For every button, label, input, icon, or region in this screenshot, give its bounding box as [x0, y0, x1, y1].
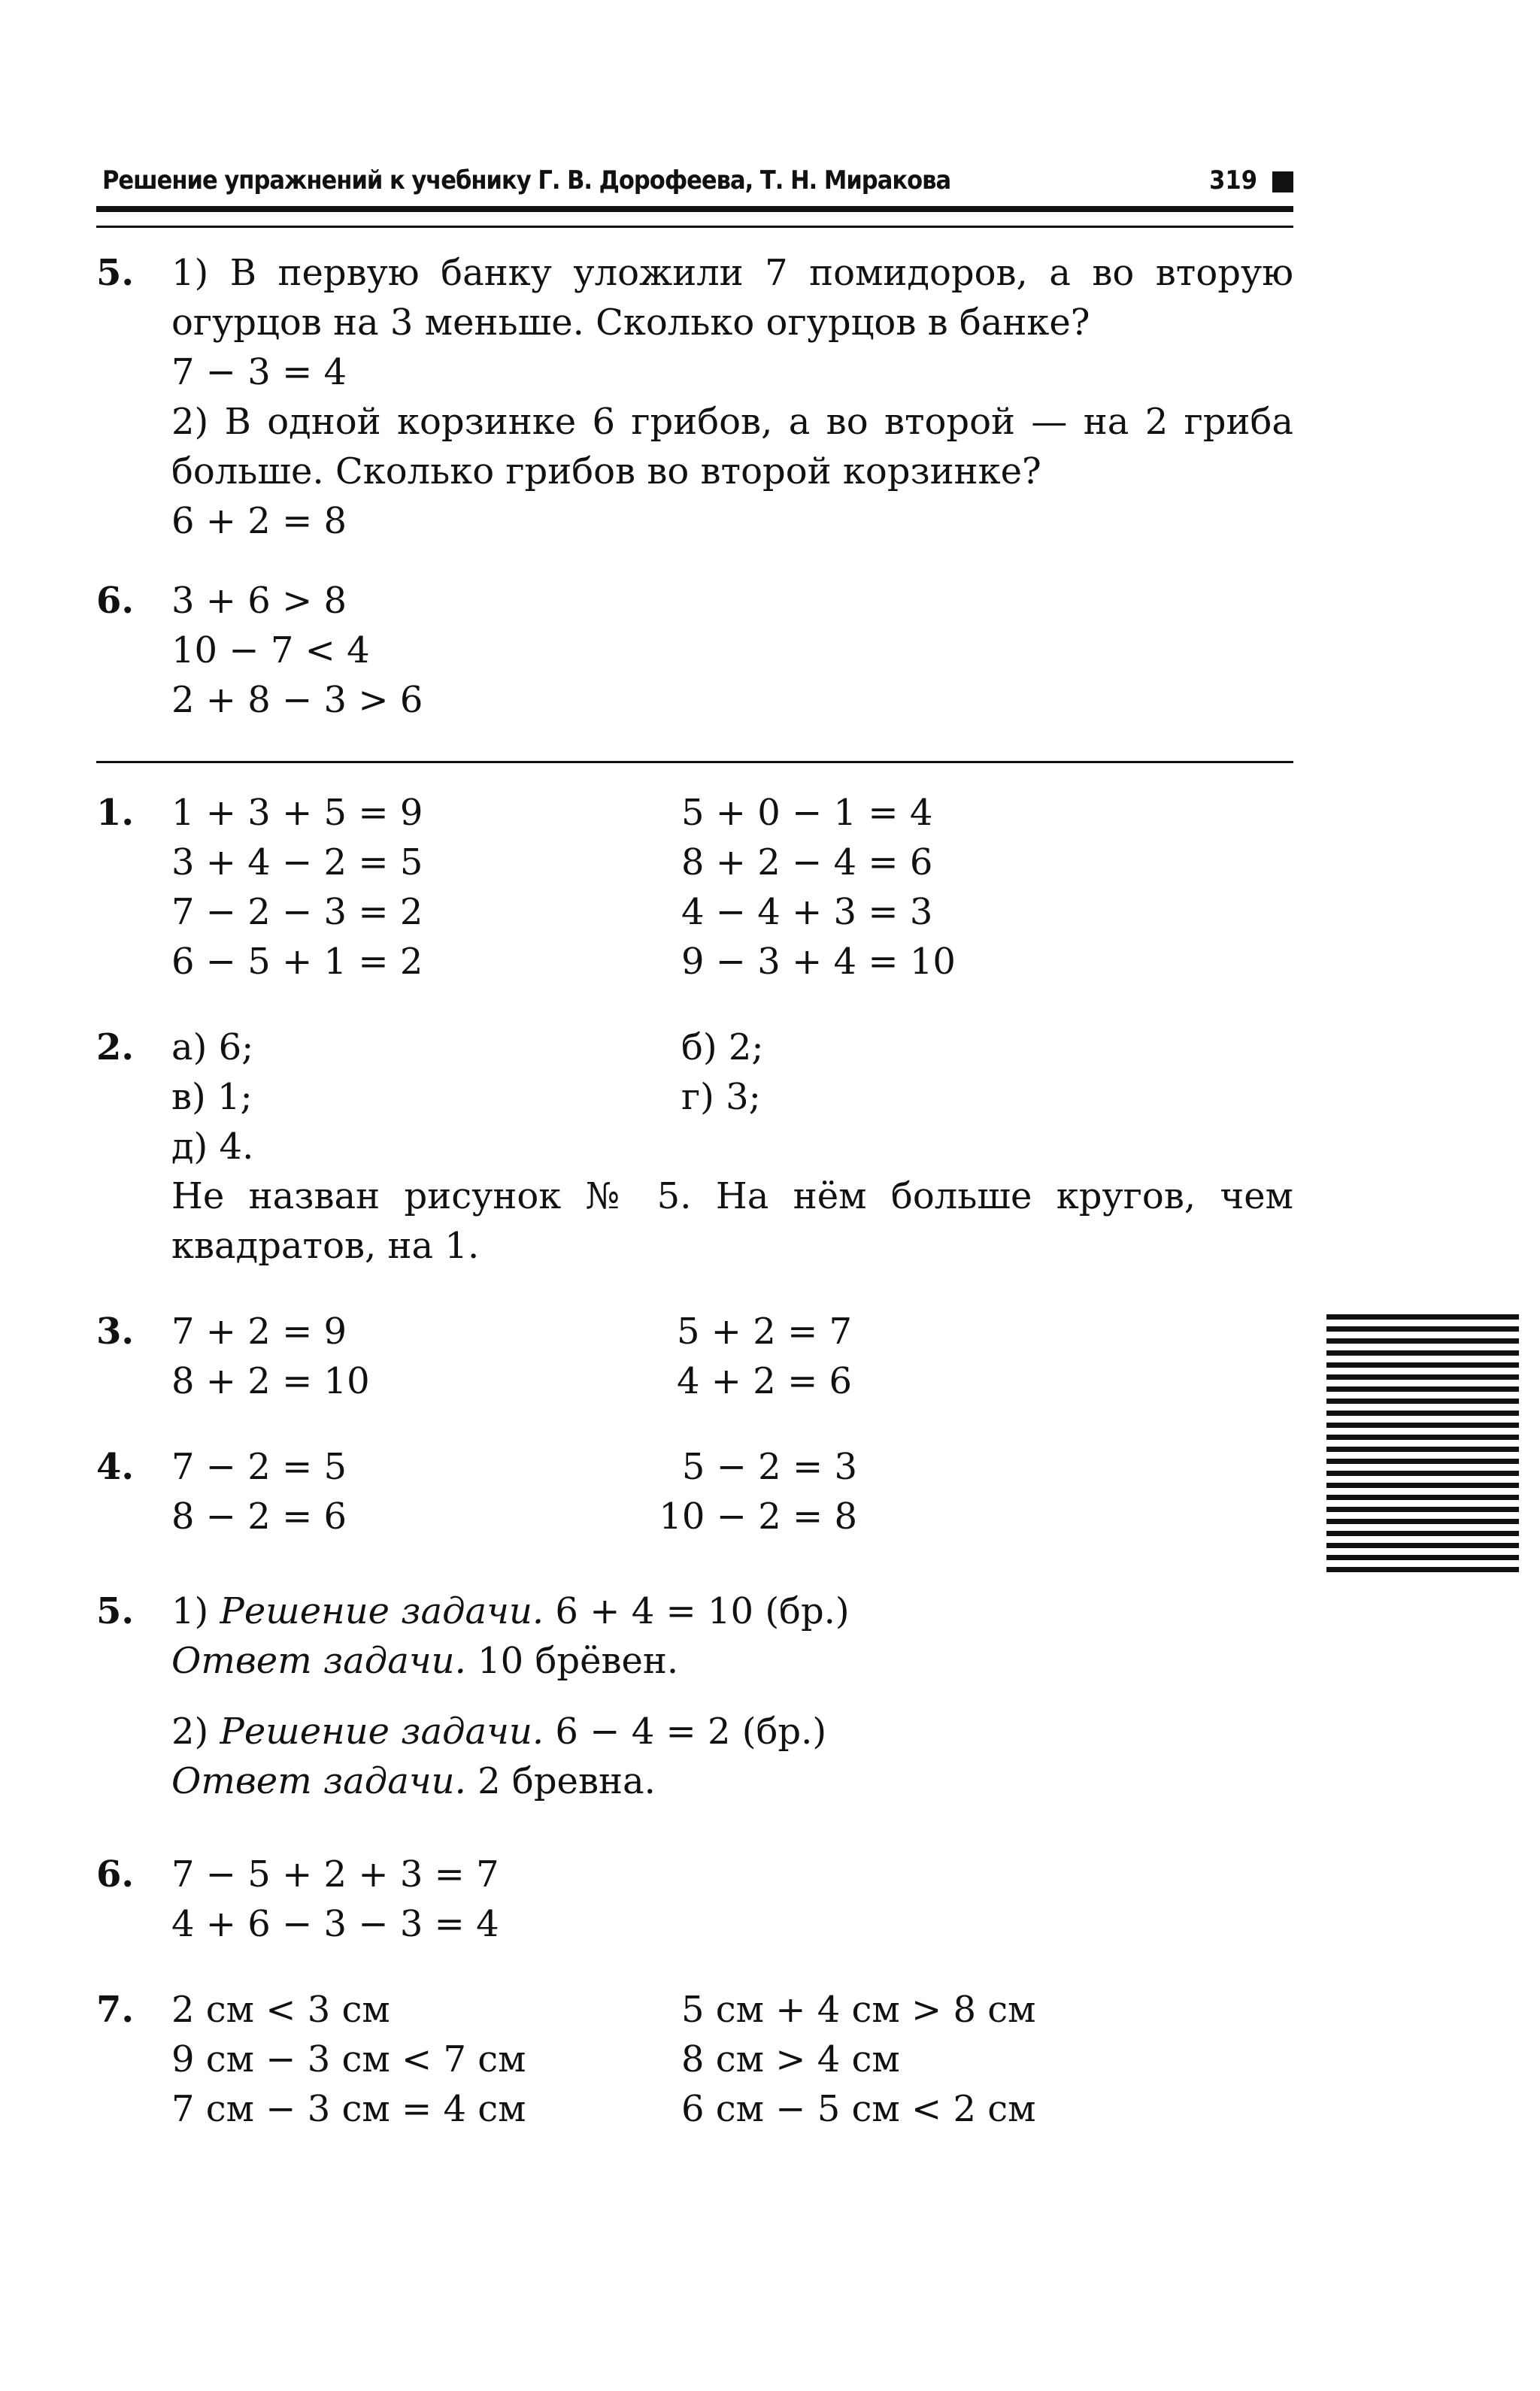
exercise-number: 6.: [96, 1853, 135, 1896]
stripe: [1326, 1495, 1519, 1500]
exercise-number: 3.: [96, 1311, 135, 1353]
exercise-text: больше. Сколько грибов во второй корзинке?: [171, 450, 1041, 492]
stripe: [1326, 1531, 1519, 1536]
header-title: Решение упражнений к учебнику Г. В. Дорофеева, Т. Н. Миракова: [102, 165, 951, 195]
exercise-number: 1.: [96, 792, 135, 834]
stripe: [1326, 1326, 1519, 1332]
exercise-number: 4.: [96, 1446, 135, 1488]
equation: 8 − 2 = 6: [171, 1496, 347, 1538]
stripe: [1326, 1435, 1519, 1440]
inequality: 2 + 8 − 3 > 6: [171, 679, 423, 721]
equation: 5 + 2 = 7: [677, 1311, 853, 1353]
exercise-number: 7.: [96, 1989, 135, 2031]
exercise-number: 6.: [96, 580, 135, 622]
header-rule-thick: [96, 206, 1293, 212]
equation: 4 − 4 + 3 = 3: [681, 891, 933, 933]
stripe: [1326, 1471, 1519, 1476]
stripe: [1326, 1338, 1519, 1344]
answer-line: [171, 1636, 678, 1686]
solution-label: Решение задачи.: [220, 1590, 544, 1632]
item-prefix: 2): [171, 1711, 220, 1753]
exercise-text: огурцов на 3 меньше. Сколько огурцов в банке?: [171, 302, 1090, 344]
answer-label: Ответ задачи.: [171, 1640, 466, 1682]
stripe: [1326, 1483, 1519, 1488]
inequality: 5 см + 4 см > 8 см: [681, 1989, 1036, 2031]
inequality: 2 см < 3 см: [171, 1989, 390, 2031]
inequality: 8 см > 4 см: [681, 2038, 900, 2080]
answer-item: а) 6;: [171, 1026, 254, 1068]
answer-value: 2 бревна.: [465, 1760, 656, 1802]
stripe: [1326, 1386, 1519, 1392]
exercise-text: 2) В одной корзинке 6 грибов, а во второй — на 2 гриба: [171, 401, 1293, 443]
stripe: [1326, 1555, 1519, 1560]
equation: 8 + 2 − 4 = 6: [681, 841, 933, 883]
stripe: [1326, 1519, 1519, 1524]
exercise-text: 1) В первую банку уложили 7 помидоров, а во вторую: [171, 252, 1293, 294]
equation: 7 − 5 + 2 + 3 = 7: [171, 1853, 499, 1896]
inequality: 3 + 6 > 8: [171, 580, 347, 622]
solution-label: Решение задачи.: [220, 1711, 544, 1753]
equation: 7 − 2 = 5: [171, 1446, 347, 1488]
equation: 6 − 5 + 1 = 2: [171, 941, 423, 983]
inequality: 9 см − 3 см < 7 см: [171, 2038, 526, 2080]
header-rule-thin: [96, 226, 1293, 228]
equation: 4 + 6 − 3 − 3 = 4: [171, 1903, 499, 1945]
equation: 6 + 2 = 8: [171, 500, 347, 542]
stripe: [1326, 1314, 1519, 1320]
stripe: [1326, 1567, 1519, 1572]
equation: 5 + 0 − 1 = 4: [681, 792, 933, 834]
answer-item: в) 1;: [171, 1076, 253, 1118]
equation: 3 + 4 − 2 = 5: [171, 841, 423, 883]
equation: 1 + 3 + 5 = 9: [171, 792, 423, 834]
section-divider: [96, 761, 1293, 763]
page-number: 319: [1209, 165, 1257, 195]
answer-item: г) 3;: [681, 1076, 761, 1118]
solution-value: 6 + 4 = 10 (бр.): [544, 1590, 850, 1632]
equation: 7 + 2 = 9: [171, 1311, 347, 1353]
solution-line: [171, 1707, 826, 1756]
exercise-text: квадратов, на 1.: [171, 1225, 480, 1267]
solution-line: [171, 1586, 850, 1636]
equation: 5 − 2 = 3: [681, 1446, 857, 1488]
square-icon: [1272, 171, 1293, 192]
running-header: [96, 164, 1293, 202]
inequality: 10 − 7 < 4: [171, 629, 370, 671]
item-prefix: 1): [171, 1590, 220, 1632]
stripe: [1326, 1411, 1519, 1416]
equation: 9 − 3 + 4 = 10: [681, 941, 956, 983]
stripe: [1326, 1350, 1519, 1356]
exercise-number: 5.: [96, 1590, 135, 1632]
inequality: 7 см − 3 см = 4 см: [171, 2088, 526, 2130]
stripe: [1326, 1423, 1519, 1428]
stripe: [1326, 1543, 1519, 1548]
equation: 8 + 2 = 10: [171, 1360, 370, 1402]
stripe: [1326, 1507, 1519, 1512]
inequality: 6 см − 5 см < 2 см: [681, 2088, 1036, 2130]
answer-line: [171, 1756, 656, 1806]
answer-item: д) 4.: [171, 1126, 254, 1168]
stripe: [1326, 1447, 1519, 1452]
exercise-text: Не назван рисунок № 5. На нём больше кругов, чем: [171, 1175, 1293, 1217]
stripe: [1326, 1362, 1519, 1368]
equation: 4 + 2 = 6: [677, 1360, 853, 1402]
exercise-number: 5.: [96, 252, 135, 294]
stripe: [1326, 1399, 1519, 1404]
exercise-number: 2.: [96, 1026, 135, 1068]
solution-value: 6 − 4 = 2 (бр.): [544, 1711, 827, 1753]
side-tab-stripes: [1326, 1314, 1519, 1579]
stripe: [1326, 1374, 1519, 1380]
stripe: [1326, 1459, 1519, 1464]
answer-item: б) 2;: [681, 1026, 764, 1068]
equation: 7 − 2 − 3 = 2: [171, 891, 423, 933]
answer-value: 10 брёвен.: [465, 1640, 679, 1682]
equation: 7 − 3 = 4: [171, 351, 347, 393]
equation: 10 − 2 = 8: [659, 1496, 857, 1538]
answer-label: Ответ задачи.: [171, 1760, 466, 1802]
